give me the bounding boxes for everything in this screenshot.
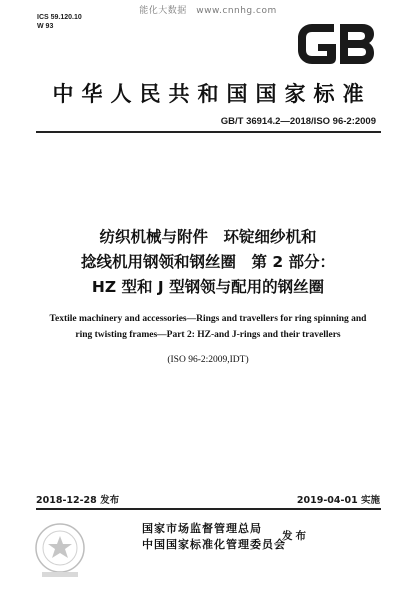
chinese-title-line-2: 捻线机用钢领和钢丝圈 第 2 部分： [80,253,336,271]
top-divider [36,131,381,133]
ics-code: ICS 59.120.10 [37,14,82,21]
iso-reference: (ISO 96-2:2009,IDT) [167,355,249,365]
standard-category-title: 中华人民共和国国家标准 [52,82,372,106]
ccs-code: W 93 [37,23,54,30]
english-title-line-2: ring twisting frames—Part 2: HZ-and J-rings and their travellers [75,330,341,340]
issue-date: 2018-12-28 发布 [36,495,120,506]
issuer-sac: 中国国家标准化管理委员会 [142,538,286,551]
chinese-title-line-1: 纺织机械与附件 环锭细纱机和 [99,228,317,246]
gb-logo-letter-b [340,24,374,64]
gb-logo-letter-g [298,24,336,64]
chinese-title-line-3: HZ 型和 J 型钢领与配用的钢丝圈 [91,278,325,296]
bottom-divider [36,508,381,510]
issue-label: 发布 [282,530,309,542]
seal-icon [32,518,88,580]
standard-number: GB/T 36914.2—2018/ISO 96-2:2009 [220,116,376,127]
gb-logo [294,18,378,70]
ics-code-block [37,13,82,31]
watermark-text: 能化大数据 www.cnnhg.com [139,6,277,16]
issuer-samr: 国家市场监督管理总局 [142,522,262,535]
english-title-line-1: Textile machinery and accessories—Rings and travellers for ring spinning and [49,314,367,324]
implementation-date: 2019-04-01 实施 [296,495,380,506]
